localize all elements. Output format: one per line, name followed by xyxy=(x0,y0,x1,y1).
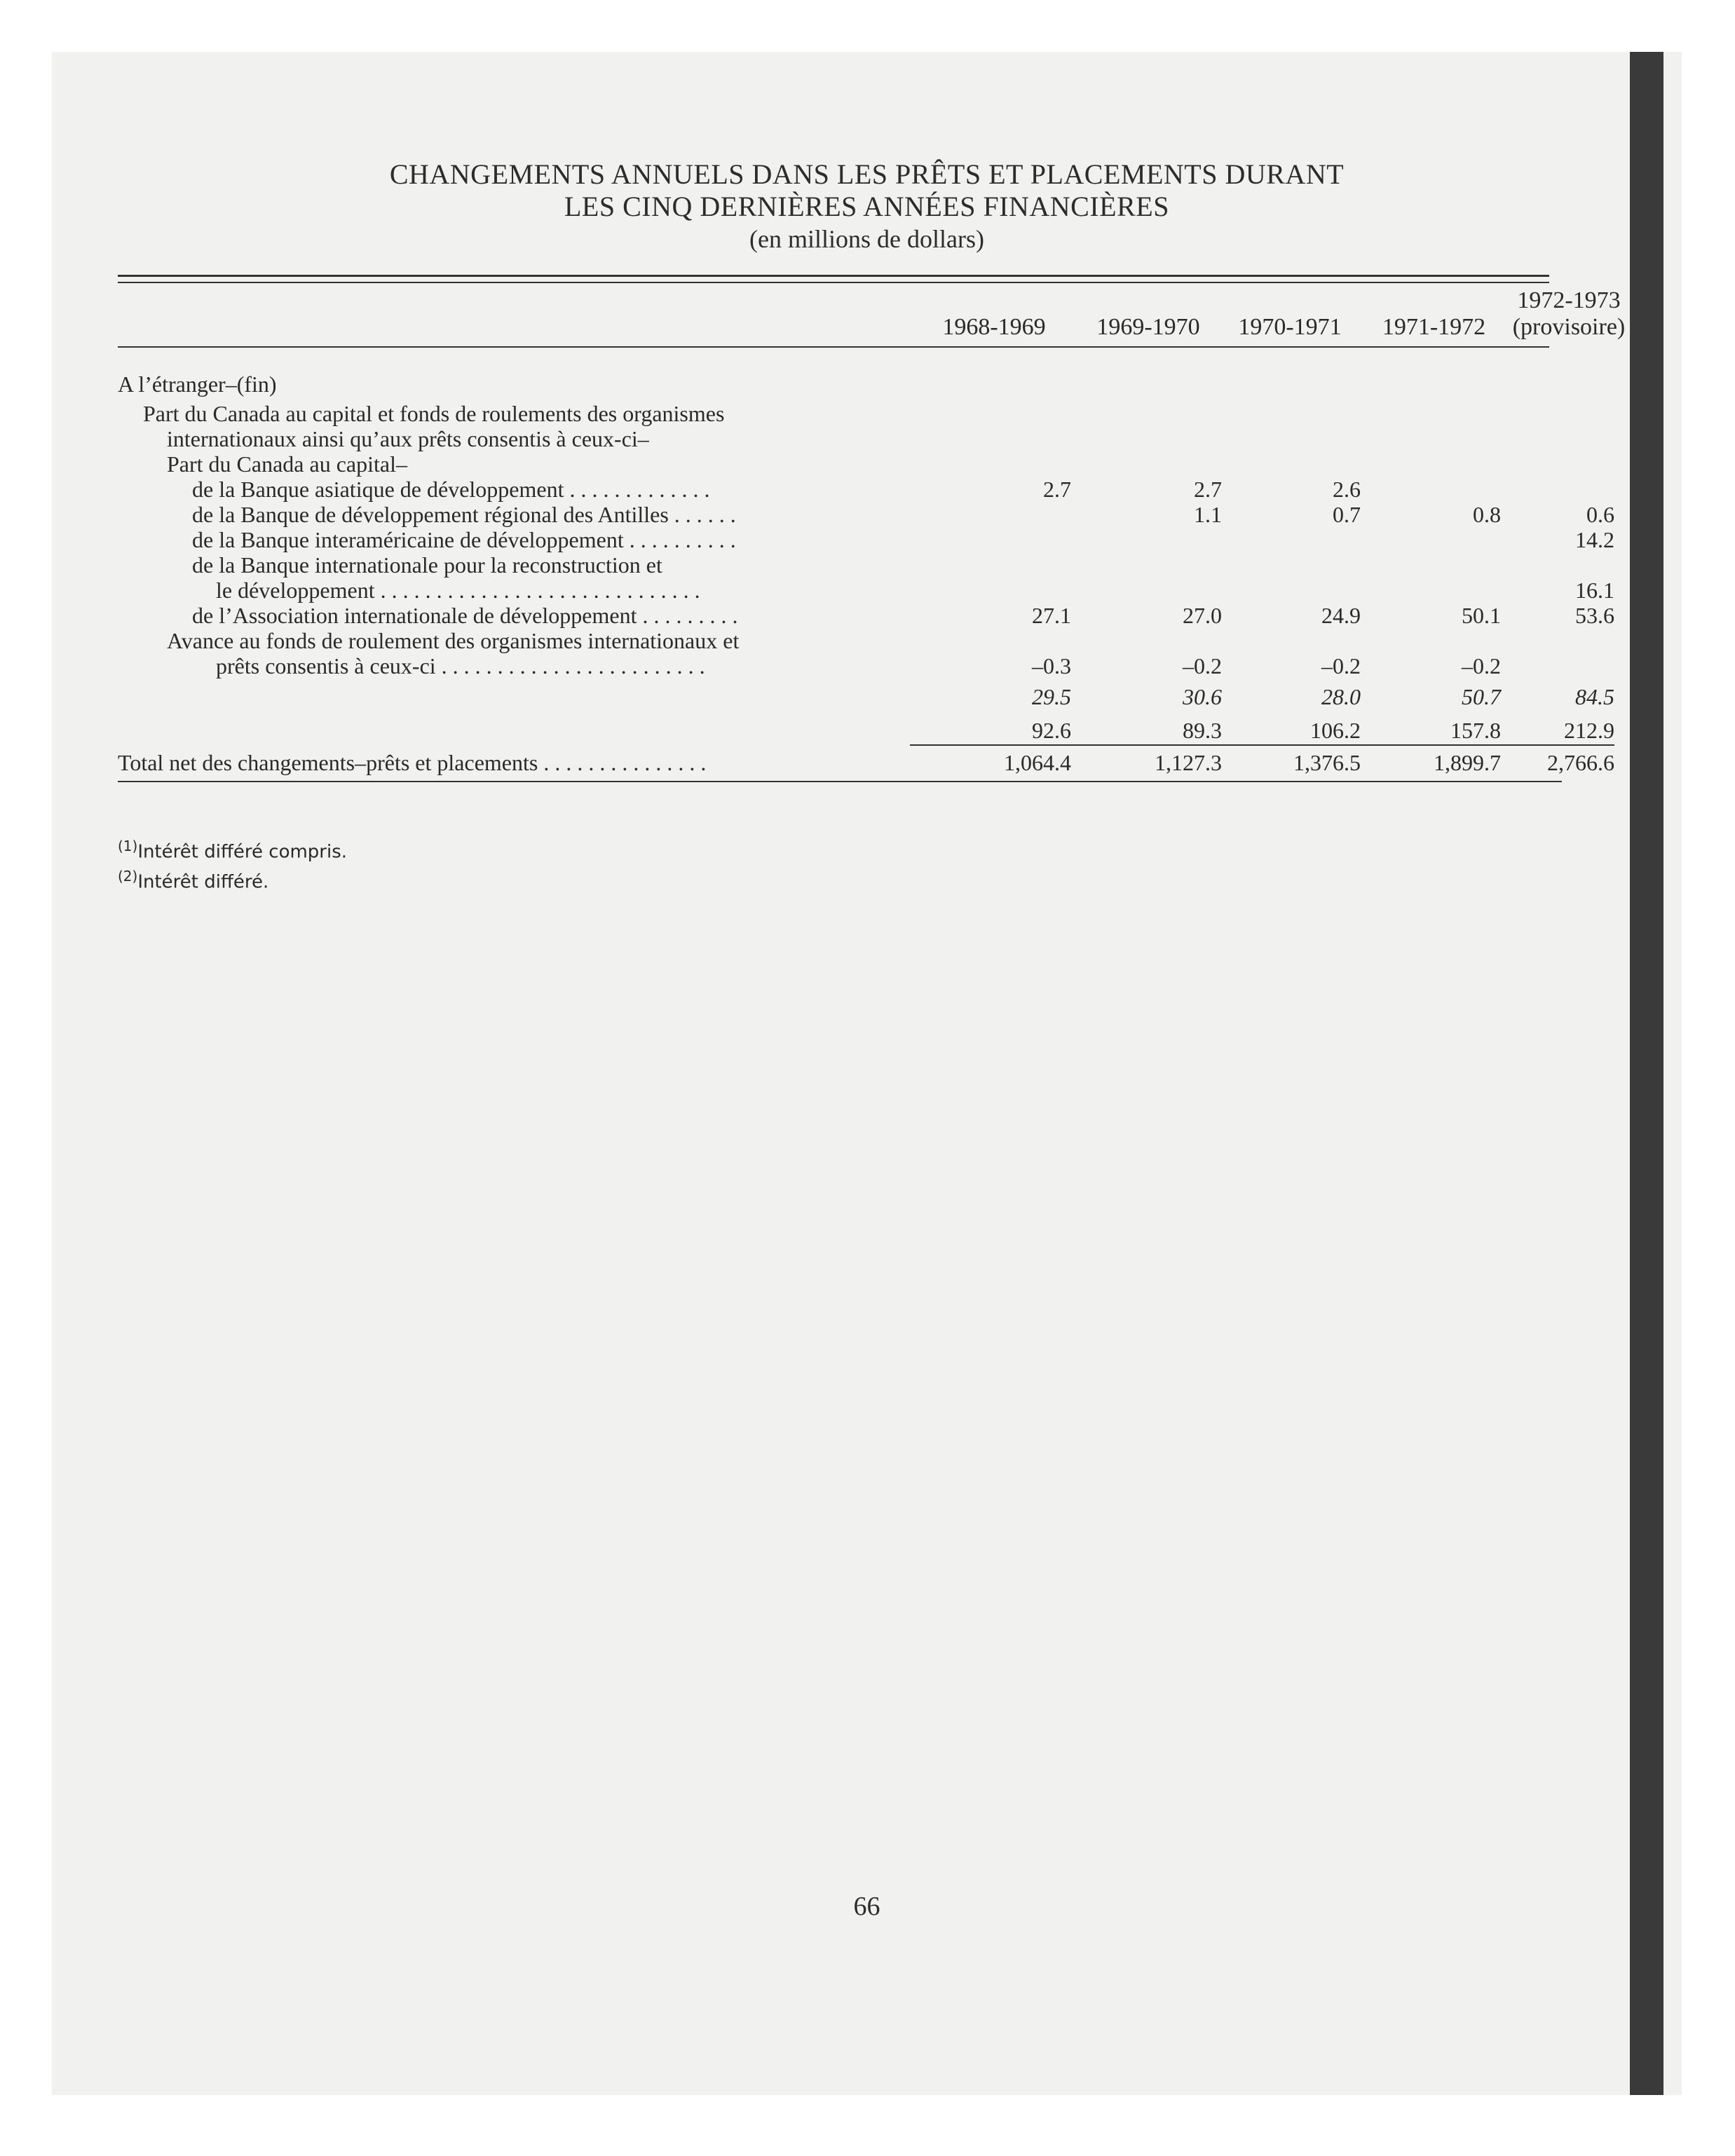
cell-1969-1970: –0.2 xyxy=(1183,653,1222,678)
header-1971-1972: 1971-1972 xyxy=(1382,314,1486,340)
cell-1969-1970: 1,127.3 xyxy=(1155,750,1222,775)
row-label: Part du Canada au capital– xyxy=(167,451,407,477)
cell-1971-1972: 50.1 xyxy=(1462,603,1501,628)
cell-1971-1972: 50.7 xyxy=(1462,684,1501,709)
page-number: 66 xyxy=(853,1892,880,1921)
row-label: A l’étranger–(fin) xyxy=(118,371,277,397)
table-row xyxy=(118,552,1549,578)
footnote-2 xyxy=(118,864,347,894)
header-1972-1973 xyxy=(1506,287,1632,341)
top-double-rule xyxy=(118,275,1549,283)
table-title-block xyxy=(52,158,1682,255)
footnote-1 xyxy=(118,834,347,864)
cell-1970-1971: 106.2 xyxy=(1310,718,1361,743)
cell-1970-1971: 28.0 xyxy=(1321,684,1361,709)
table-row xyxy=(118,603,1614,628)
cell-1972-1973: 14.2 xyxy=(1575,527,1614,552)
footnote-1-mark: (1) xyxy=(118,838,138,854)
table-row xyxy=(118,371,1549,397)
cell-1969-1970: 2.7 xyxy=(1194,477,1222,502)
cell-1968-1969: 1,064.4 xyxy=(1004,750,1071,775)
header-1972-1973-year: 1972-1973 xyxy=(1517,287,1621,313)
dot-leaders: . . . . . . xyxy=(668,502,736,527)
cell-1972-1973: 84.5 xyxy=(1575,684,1614,709)
dot-leaders: . . . . . . . . . xyxy=(637,603,738,628)
cell-1972-1973: 53.6 xyxy=(1575,603,1614,628)
cell-1970-1971: 24.9 xyxy=(1321,603,1361,628)
row-label: de la Banque interaméricaine de développement xyxy=(192,527,624,552)
cell-1970-1971: 2.6 xyxy=(1333,477,1361,502)
table-row xyxy=(118,426,1549,451)
dot-leaders: . . . . . . . . . . . . . . . xyxy=(538,750,707,775)
footnote-2-text: Intérêt différé. xyxy=(137,871,269,893)
loans-investments-table xyxy=(118,275,1626,785)
footnotes xyxy=(118,834,347,894)
dot-leaders: . . . . . . . . . . . . . . . . . . . . . . . . xyxy=(435,653,705,678)
row-label: de l’Association internationale de développement xyxy=(192,603,637,628)
cell-1970-1971: 0.7 xyxy=(1333,502,1361,527)
cell-1972-1973: 212.9 xyxy=(1564,718,1614,743)
title-line-1: CHANGEMENTS ANNUELS DANS LES PRÊTS ET PLACEMENTS DURANT xyxy=(389,158,1345,190)
table-row xyxy=(118,401,1549,426)
cell-1969-1970: 1.1 xyxy=(1194,502,1222,527)
dot-leaders: . . . . . . . . . . xyxy=(623,527,736,552)
scan-edge-band xyxy=(1630,52,1663,2095)
table-row xyxy=(118,451,1549,477)
row-label: de la Banque asiatique de développement xyxy=(192,477,564,502)
cell-1969-1970: 89.3 xyxy=(1183,718,1222,743)
cell-1969-1970: 30.6 xyxy=(1183,684,1222,709)
cell-1971-1972: 157.8 xyxy=(1450,718,1501,743)
total-row xyxy=(118,750,1614,775)
subtotal-rule xyxy=(910,744,1614,746)
header-1970-1971: 1970-1971 xyxy=(1238,314,1342,340)
header-1969-1970: 1969-1970 xyxy=(1096,314,1200,340)
header-1968-1969: 1968-1969 xyxy=(942,314,1046,340)
cell-1972-1973: 0.6 xyxy=(1586,502,1614,527)
table-row xyxy=(118,578,1614,603)
cell-1968-1969: –0.3 xyxy=(1032,653,1071,678)
row-label: Part du Canada au capital et fonds de roulements des organismes xyxy=(143,401,725,426)
row-label: internationaux ainsi qu’aux prêts consentis à ceux-ci– xyxy=(167,426,649,451)
cell-1972-1973: 16.1 xyxy=(1575,578,1614,603)
footnote-2-mark: (2) xyxy=(118,867,138,885)
cell-1968-1969: 2.7 xyxy=(1043,477,1071,502)
table-subtitle: (en millions de dollars) xyxy=(749,225,984,253)
row-label: prêts consentis à ceux-ci xyxy=(216,653,436,678)
title-line-2: LES CINQ DERNIÈRES ANNÉES FINANCIÈRES xyxy=(564,191,1169,222)
table-row xyxy=(118,653,1549,678)
total-label: Total net des changements–prêts et placements xyxy=(118,750,538,775)
row-label: de la Banque de développement régional des Antilles xyxy=(192,502,669,527)
bottom-rule xyxy=(118,781,1562,782)
cell-1968-1969: 92.6 xyxy=(1032,718,1071,743)
cell-1970-1971: 1,376.5 xyxy=(1293,750,1361,775)
dot-leaders: . . . . . . . . . . . . . xyxy=(564,477,710,502)
header-provisoire: (provisoire) xyxy=(1512,314,1626,340)
cell-1968-1969: 29.5 xyxy=(1032,684,1071,709)
cell-1971-1972: –0.2 xyxy=(1462,653,1501,678)
subtotal-row xyxy=(118,684,1614,709)
cell-1969-1970: 27.0 xyxy=(1183,603,1222,628)
row-label: de la Banque internationale pour la reconstruction et xyxy=(192,552,662,578)
cell-1968-1969: 27.1 xyxy=(1032,603,1071,628)
cell-1970-1971: –0.2 xyxy=(1321,653,1361,678)
table-row xyxy=(118,477,1549,502)
table-row xyxy=(118,527,1614,552)
row-label: Avance au fonds de roulement des organismes internationaux et xyxy=(167,628,740,653)
table-row xyxy=(118,628,1549,653)
row-label: le développement xyxy=(216,578,375,603)
footnote-1-text: Intérêt différé compris. xyxy=(137,841,348,863)
dot-leaders: . . . . . . . . . . . . . . . . . . . . . . . . . . . . . xyxy=(374,578,700,603)
table-row xyxy=(118,502,1614,527)
cell-1972-1973: 2,766.6 xyxy=(1547,750,1614,775)
cell-1971-1972: 0.8 xyxy=(1473,502,1501,527)
cell-1971-1972: 1,899.7 xyxy=(1434,750,1501,775)
subtotal-row xyxy=(118,718,1614,743)
table-header-row xyxy=(118,283,1626,346)
